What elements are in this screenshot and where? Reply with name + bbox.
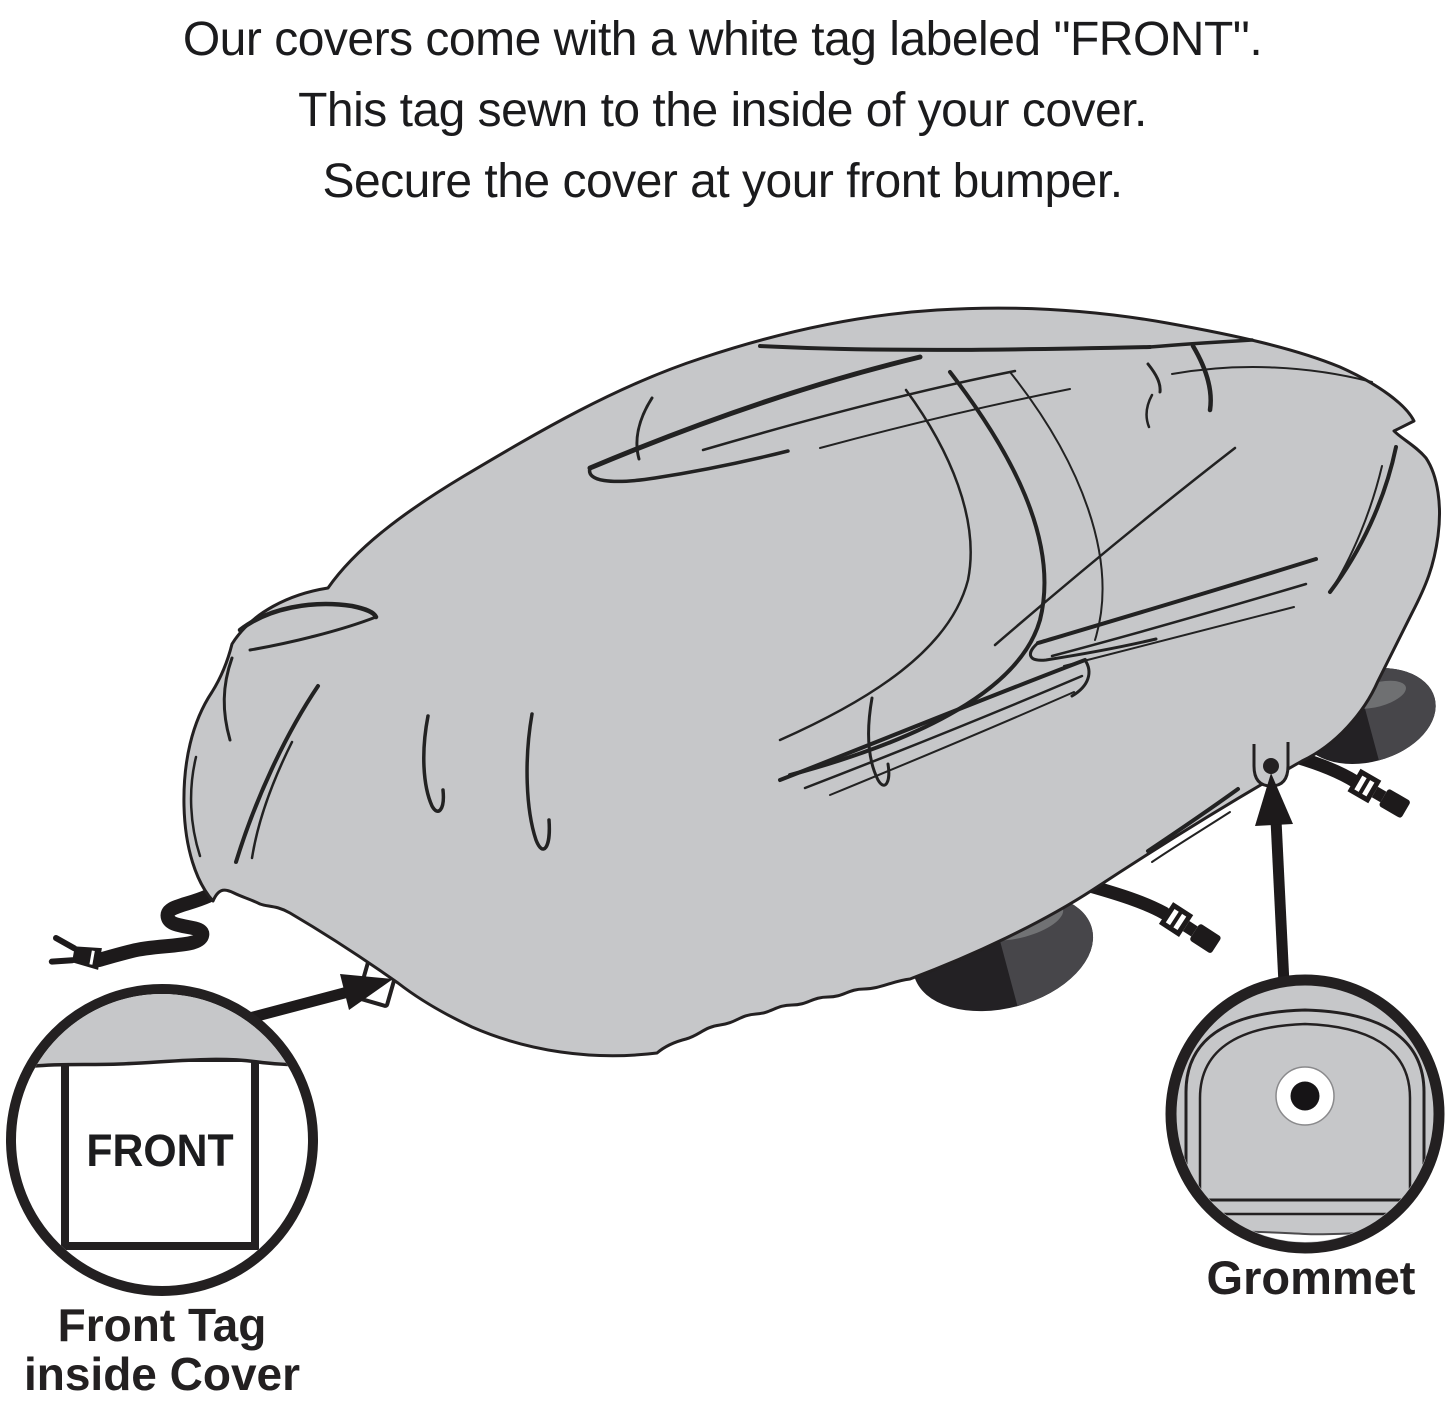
front-tag-caption-line-2: inside Cover bbox=[23, 1348, 301, 1400]
rear-strap-buckle bbox=[1348, 769, 1413, 822]
front-strap-buckle bbox=[52, 938, 102, 970]
grommet-callout bbox=[1163, 980, 1445, 1262]
header-line-3: Secure the cover at your front bumper. bbox=[322, 155, 1123, 208]
middle-strap bbox=[1090, 886, 1223, 957]
front-strap bbox=[99, 896, 208, 960]
grommet-arrow bbox=[1255, 773, 1293, 984]
grommet-sample-hole bbox=[1291, 1082, 1320, 1111]
rear-strap bbox=[1296, 757, 1412, 821]
front-tag-label: FRONT bbox=[86, 1125, 234, 1176]
header-text bbox=[0, 4, 1445, 217]
front-tag-caption bbox=[0, 1301, 324, 1399]
grommet-caption: Grommet bbox=[1206, 1251, 1416, 1304]
front-tag-caption-line-1: Front Tag bbox=[57, 1299, 267, 1351]
header-line-2: This tag sewn to the inside of your cover. bbox=[298, 84, 1147, 137]
header-line-1: Our covers come with a white tag labeled "FRONT". bbox=[182, 13, 1263, 66]
middle-strap-buckle bbox=[1159, 902, 1223, 956]
